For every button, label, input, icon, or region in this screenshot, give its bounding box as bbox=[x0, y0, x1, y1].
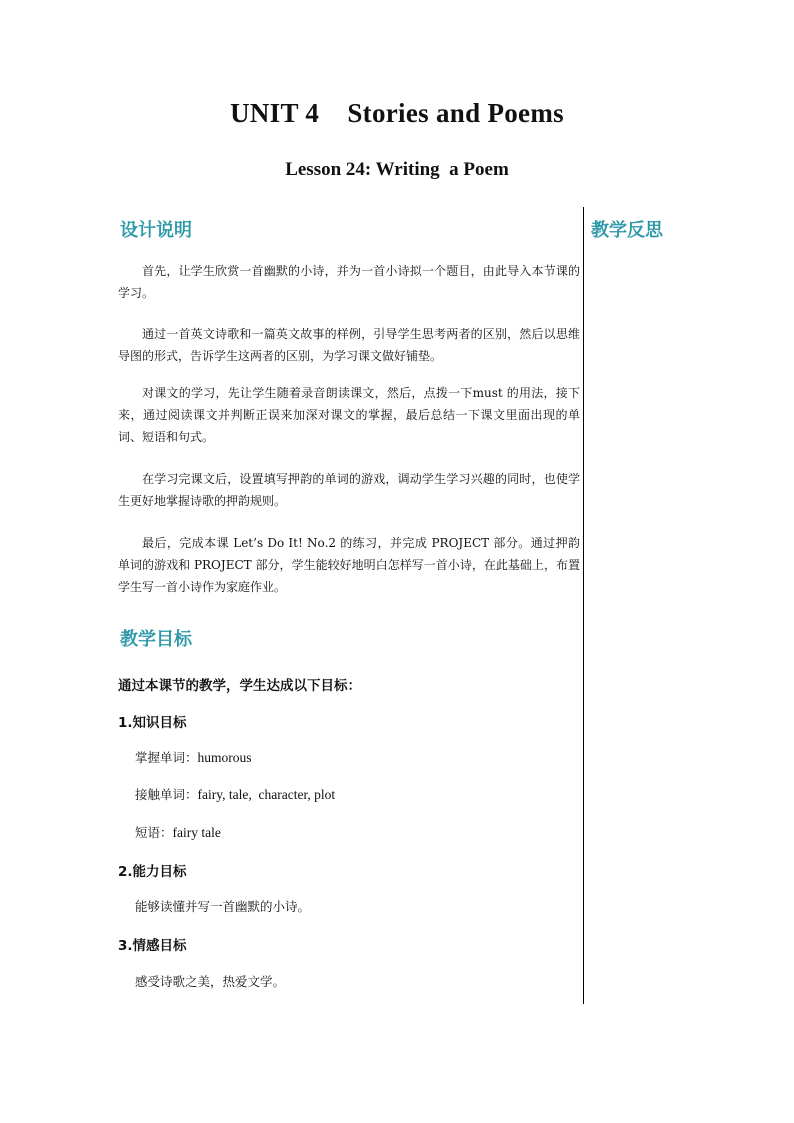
contact-words-line bbox=[135, 785, 335, 803]
design-paragraph: 通过一首英文诗歌和一篇英文故事的样例，引导学生思考两者的区别，然后以思维导图的形式，告诉学生这两者的区别，为学习课文做好铺垫。 bbox=[118, 327, 580, 363]
master-words-label: 掌握单词： bbox=[135, 750, 198, 765]
phrase-label: 短语： bbox=[135, 825, 173, 840]
ability-goal-text: 能够读懂并写一首幽默的小诗。 bbox=[135, 899, 311, 914]
design-paragraph: 对课文的学习，先让学生随着录音朗读课文，然后，点拨一下must 的用法，接下来，通过阅读课文并判断正误来加深对课文的掌握，最后总结一下课文里面出现的单词、短语和句式。 bbox=[118, 386, 580, 444]
design-paragraph: 首先，让学生欣赏一首幽默的小诗，并为一首小诗拟一个题目，由此导入本节课的学习。 bbox=[118, 264, 580, 300]
master-words-line bbox=[135, 748, 252, 766]
phrase-words: fairy tale bbox=[172, 825, 221, 840]
contact-words-label: 接触单词： bbox=[135, 787, 198, 802]
master-words: humorous bbox=[197, 750, 252, 765]
ability-goal-title: 2.能力目标 bbox=[118, 864, 187, 880]
emotion-goal-title: 3.情感目标 bbox=[118, 938, 187, 954]
reflection-heading: 教学反思 bbox=[591, 220, 663, 241]
lesson-title: Lesson 24: Writing a Poem bbox=[285, 159, 509, 180]
unit-title: UNIT 4 Stories and Poems bbox=[230, 98, 564, 128]
design-heading: 设计说明 bbox=[120, 220, 192, 241]
goals-intro: 通过本课节的教学，学生达成以下目标： bbox=[118, 678, 361, 694]
column-divider bbox=[583, 207, 584, 1004]
knowledge-goal-title: 1.知识目标 bbox=[118, 715, 187, 731]
design-paragraph: 最后，完成本课 Let’s Do It! No.2 的练习，并完成 PROJECT 部分。通过押韵单词的游戏和 PROJECT 部分，学生能较好地明白怎样写一首小诗，在此基础上，布置学生写一首小诗作为家庭作业。 bbox=[118, 536, 580, 594]
design-paragraph: 在学习完课文后，设置填写押韵的单词的游戏，调动学生学习兴趣的同时，也使学生更好地掌握诗歌的押韵规则。 bbox=[118, 472, 580, 508]
phrase-line bbox=[135, 823, 221, 841]
emotion-goal-text: 感受诗歌之美，热爱文学。 bbox=[135, 974, 286, 989]
contact-words: fairy, tale, character, plot bbox=[197, 787, 336, 802]
goals-heading: 教学目标 bbox=[120, 629, 192, 650]
